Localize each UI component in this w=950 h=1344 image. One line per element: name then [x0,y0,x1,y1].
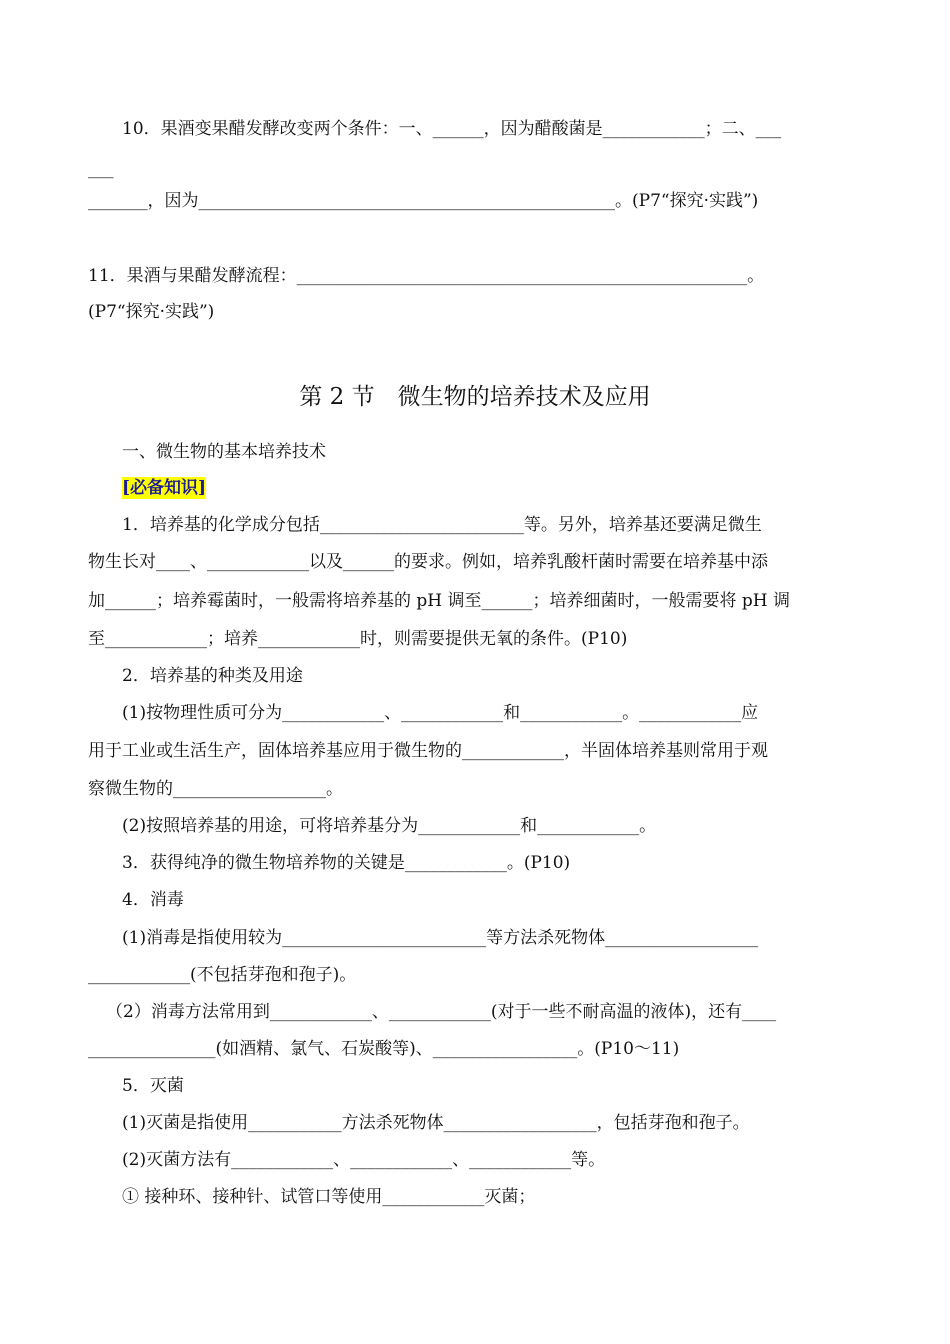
subsection-heading: 一、微生物的基本培养技术 [122,442,326,462]
fermentation-q11-line2: (P7“探究·实践”) [88,302,215,322]
fermentation-q10-line3: _______，因为_________________________________________________。(P7“探究·实践”) [88,191,759,211]
fermentation-q11-line1: 11．果酒与果醋发酵流程：_____________________________________________________。 [88,266,765,286]
item-4-2-line2: _______________(如酒精、氯气、石炭酸等)、_________________。(P10～11) [88,1039,680,1059]
item-5-2-sub1-line: ① 接种环、接种针、试管口等使用____________灭菌； [122,1187,536,1207]
item-5-heading: 5．灭菌 [122,1076,184,1096]
item-4-1-line2: ____________(不包括芽孢和孢子)。 [88,965,357,985]
item-2-2-line: (2)按照培养基的用途，可将培养基分为____________和____________。 [122,816,657,836]
item-4-2-line1: （2）消毒方法常用到____________、____________(对于一些不耐高温的液体)，还有____ [106,1002,777,1022]
item-2-heading: 2．培养基的种类及用途 [122,666,303,686]
item-3-line: 3．获得纯净的微生物培养物的关键是____________。(P10) [122,853,571,873]
item-2-1-line3: 察微生物的__________________。 [88,779,343,799]
item-2-1-line1: (1)按物理性质可分为____________、____________和____________。____________应 [122,703,759,723]
item-1-line3: 加______；培养霉菌时，一般需将培养基的 pH 调至______；培养细菌时，一般需要将 pH 调 [88,591,791,611]
item-2-1-line2: 用于工业或生活生产，固体培养基应用于微生物的____________，半固体培养基则常用于观 [88,741,768,761]
essential-knowledge-label: [必备知识] [122,478,207,498]
item-4-heading: 4．消毒 [122,890,184,910]
fermentation-q10-line2: ___ [88,159,114,179]
fermentation-q10-line1: 10．果酒变果醋发酵改变两个条件：一、______，因为醋酸菌是____________；二、___ [122,119,782,139]
section-title: 第 2 节 微生物的培养技术及应用 [299,384,651,410]
item-5-1-line: (1)灭菌是指使用___________方法杀死物体__________________，包括芽孢和孢子。 [122,1113,750,1133]
item-4-1-line1: (1)消毒是指使用较为________________________等方法杀死物体__________________ [122,928,759,948]
item-1-line1: 1．培养基的化学成分包括________________________等。另外，培养基还要满足微生 [122,515,762,535]
item-5-2-line: (2)灭菌方法有____________、____________、____________等。 [122,1150,606,1170]
item-1-line2: 物生长对____、____________以及______的要求。例如，培养乳酸杆菌时需要在培养基中添 [88,552,768,572]
item-1-line4: 至____________；培养____________时，则需要提供无氧的条件。(P10) [88,629,628,649]
